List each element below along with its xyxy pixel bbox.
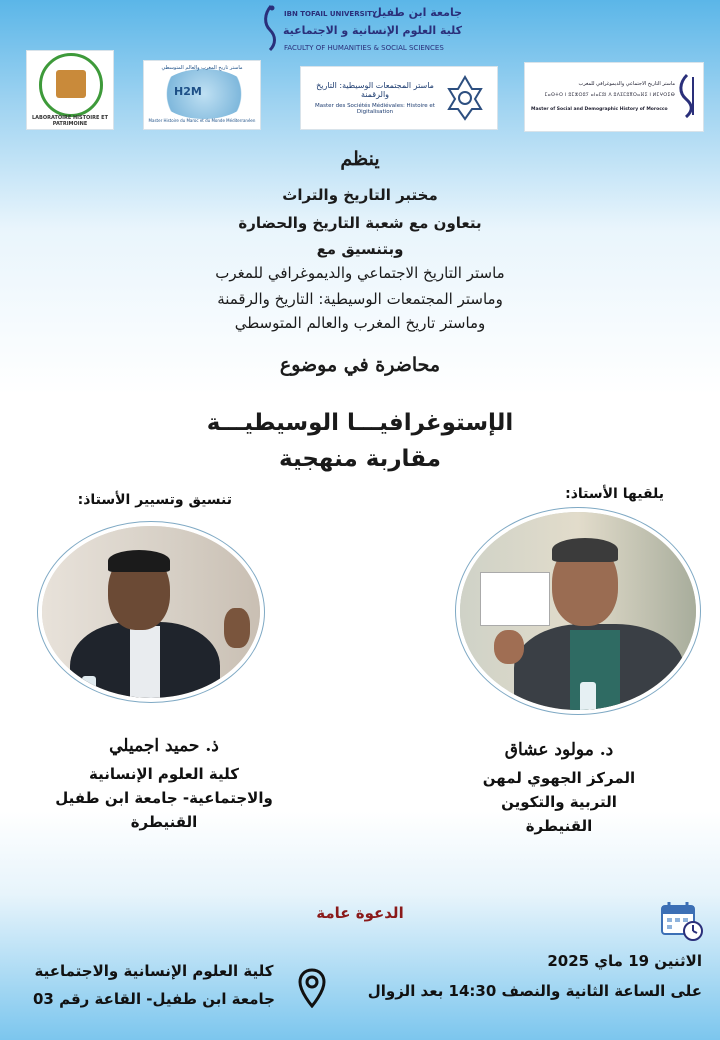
h2m-logo-ar: ماستر تاريخ المغرب والعالم المتوسطي xyxy=(161,65,243,71)
master-line-2: وماستر المجتمعات الوسيطية: التاريخ والرقمنة xyxy=(217,290,503,308)
coordinator-photo xyxy=(38,522,264,702)
social-master-en: Master of Social and Demographic History of Morocco xyxy=(531,107,668,112)
speaker-affiliation-3: القنيطرة xyxy=(525,817,593,835)
master-line-3: وماستر تاريخ المغرب والعالم المتوسطي xyxy=(234,314,486,332)
venue-line-1: كلية العلوم الإنسانية والاجتماعية xyxy=(34,962,274,980)
medieval-master-logo xyxy=(300,66,498,130)
lecture-intro: محاضرة في موضوع xyxy=(279,354,441,376)
event-time: على الساعة الثانية والنصف 14:30 بعد الزوال xyxy=(367,982,702,1000)
master-line-1: ماستر التاريخ الاجتماعي والديموغرافي للمغرب xyxy=(215,264,505,282)
lab-logo-emblem xyxy=(39,53,103,117)
h2m-logo-code: H2M xyxy=(174,85,202,98)
public-invitation: الدعوة عامة xyxy=(316,904,404,922)
speaker-photo xyxy=(456,508,700,714)
organizer-lab: مختبر التاريخ والتراث xyxy=(282,186,438,204)
coordinator-affiliation-1: كلية العلوم الإنسانية xyxy=(89,765,239,783)
calendar-clock-icon xyxy=(660,900,704,942)
faculty-name-ar: كلية العلوم الإنسانية و الاجتماعية xyxy=(282,24,462,37)
social-master-ar: ماستر التاريخ الاجتماعي والديموغرافي للمغرب xyxy=(578,81,675,87)
event-date: الاثنين 19 ماي 2025 xyxy=(547,952,702,970)
lecture-topic-title: الإستوغرافيـــا الوسيطيـــة xyxy=(206,410,514,436)
organizes-heading: ينظم xyxy=(340,148,380,170)
coordinator-affiliation-2: والاجتماعية- جامعة ابن طفيل xyxy=(55,789,273,807)
social-history-master-logo xyxy=(524,62,704,132)
coordination-line: وبتنسيق مع xyxy=(316,240,404,258)
speaker-name: د. مولود عشاق xyxy=(504,740,614,760)
venue-line-2: جامعة ابن طفيل- القاعة رقم 03 xyxy=(33,990,275,1008)
map-icon xyxy=(158,69,250,119)
university-name-ar: جامعة ابن طفيل xyxy=(372,6,462,19)
lab-logo-text: LABORATOIRE HISTOIRE ET PATRIMOINE xyxy=(32,115,108,127)
faculty-name-en: FACULTY OF HUMANITIES & SOCIAL SCIENCES xyxy=(284,44,444,52)
speaker-affiliation-1: المركز الجهوي لمهن xyxy=(482,769,636,787)
social-master-tifinagh: ⵎⴰⵙⵜⵔ ⵏ ⵓⵎⵣⵔⵓⵢ ⴰⵏⴰⵎⵓⵏ ⴷ ⵓⴷⵉⵎⵓⴳⵔⴰⴼⵉ ⵏ ⵍⵎⵖⵔⵉⴱ xyxy=(544,93,675,98)
location-pin-icon xyxy=(298,968,326,1008)
university-header xyxy=(262,4,462,56)
university-name-en: IBN TOFAIL UNIVERSITY xyxy=(284,10,378,18)
coordinator-info xyxy=(54,736,274,834)
medieval-master-fr: Master des Sociétés Médiévales: Histoire et Digitalisation xyxy=(315,103,435,115)
cooperation-line: بتعاون مع شعبة التاريخ والحضارة xyxy=(238,214,482,232)
medieval-master-ar: ماستر المجتمعات الوسيطية: التاريخ والرقمنة xyxy=(316,81,434,99)
h2m-logo xyxy=(143,60,261,130)
h2m-logo-en: Master Histoire du Maroc et du Monde Méditerranéen xyxy=(148,118,256,123)
university-logo-icon xyxy=(675,71,699,119)
speaker-info xyxy=(444,740,674,838)
speaker-affiliation-2: التربية والتكوين xyxy=(501,793,617,811)
lab-logo xyxy=(26,50,114,130)
coordinator-label: تنسيق وتسيير الأستاذ: xyxy=(77,492,232,508)
coordinator-affiliation-3: القنيطرة xyxy=(130,813,198,831)
university-logo-icon xyxy=(262,4,280,52)
ornament-icon xyxy=(445,73,485,123)
speaker-label: يلقيها الأستاذ: xyxy=(565,486,664,502)
lecture-topic-subtitle: مقاربة منهجية xyxy=(279,446,441,472)
coordinator-name: ذ. حميد اجميلي xyxy=(109,736,219,756)
